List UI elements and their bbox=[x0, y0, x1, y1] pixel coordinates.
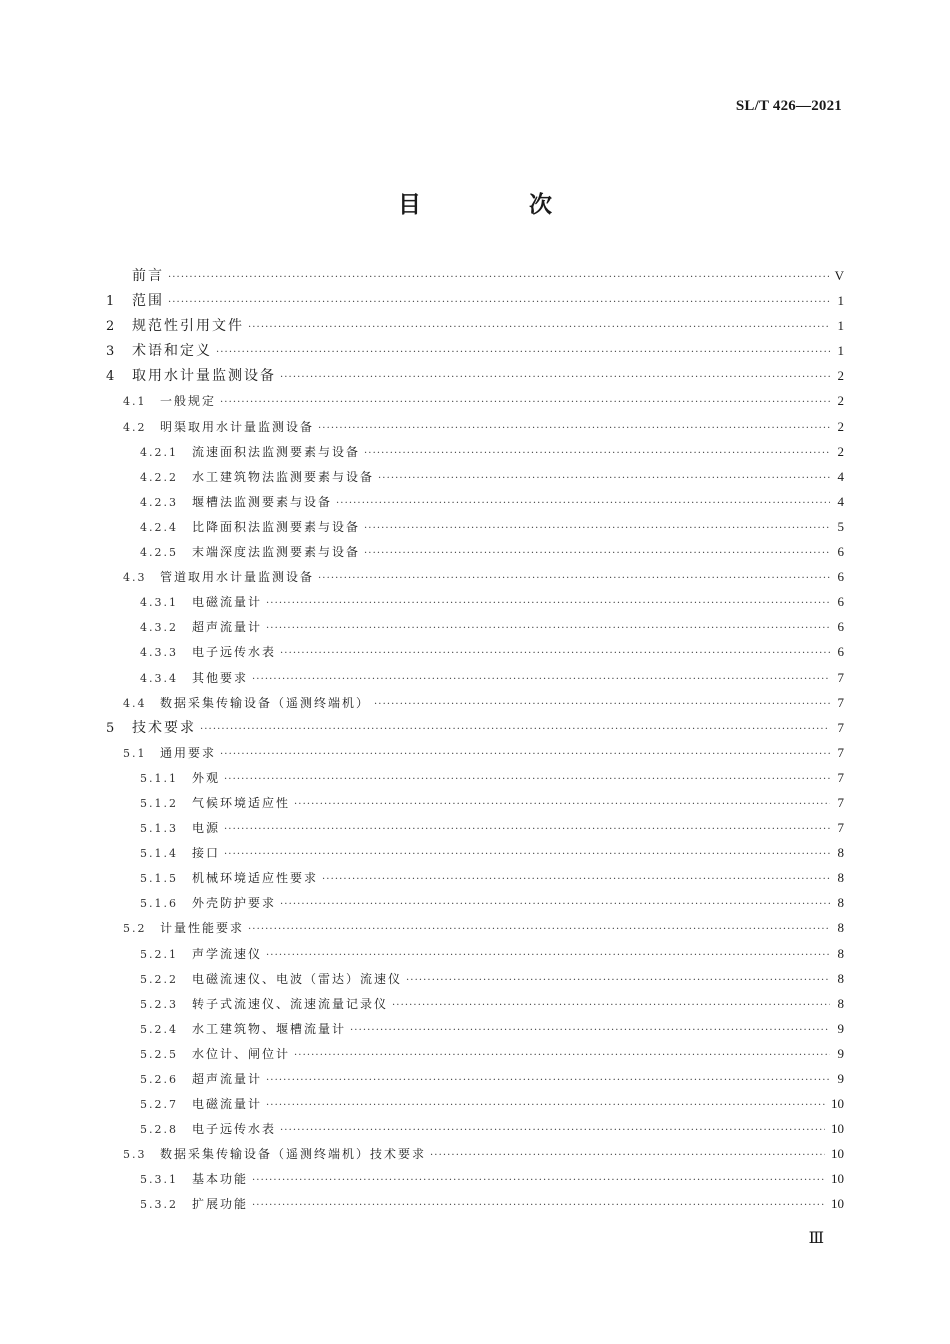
toc-entry-number: 4.3.3 bbox=[140, 646, 178, 660]
toc-entry[interactable] bbox=[106, 338, 844, 363]
toc-leader-dots bbox=[220, 742, 830, 767]
toc-leader-dots bbox=[364, 516, 830, 541]
toc-entry[interactable] bbox=[106, 690, 844, 715]
toc-entry-number: 5.2.4 bbox=[140, 1022, 178, 1036]
toc-entry[interactable] bbox=[106, 715, 844, 740]
toc-entry[interactable] bbox=[106, 564, 844, 589]
toc-entry-number: 5.1.4 bbox=[140, 847, 178, 861]
toc-entry-page: 10 bbox=[831, 1121, 844, 1137]
toc-entry-label: 机械环境适应性要求 bbox=[192, 871, 319, 886]
toc-entry[interactable] bbox=[106, 1041, 844, 1066]
toc-entry-label: 前言 bbox=[132, 268, 164, 284]
toc-entry[interactable] bbox=[106, 790, 844, 815]
toc-entry-label: 水位计、闸位计 bbox=[192, 1046, 291, 1061]
toc-entry-page: 8 bbox=[837, 845, 844, 861]
toc-entry-number: 5.1 bbox=[123, 746, 147, 760]
toc-entry[interactable] bbox=[106, 1166, 844, 1191]
toc-entry-number: 4.4 bbox=[123, 696, 147, 710]
toc-entry-page: 9 bbox=[837, 1020, 844, 1036]
toc-leader-dots bbox=[220, 390, 830, 415]
toc-entry-page: 1 bbox=[837, 293, 844, 309]
toc-entry-page: 7 bbox=[837, 794, 844, 810]
toc-entry-number: 5.2.2 bbox=[140, 972, 178, 986]
toc-entry[interactable] bbox=[106, 489, 844, 514]
toc-entry-number: 5.1.2 bbox=[140, 796, 178, 810]
toc-entry-number: 4.2.4 bbox=[140, 520, 178, 534]
toc-entry-number: 4.2 bbox=[123, 420, 147, 434]
toc-leader-dots bbox=[294, 1043, 830, 1068]
toc-entry-label: 接口 bbox=[192, 846, 221, 861]
toc-entry-label: 电源 bbox=[192, 821, 221, 836]
toc-entry-page: 10 bbox=[831, 1096, 844, 1112]
toc-leader-dots bbox=[280, 365, 830, 390]
toc-entry-number: 5 bbox=[106, 720, 117, 736]
toc-entry[interactable] bbox=[106, 589, 844, 614]
toc-entry-label: 超声流量计 bbox=[192, 1072, 263, 1086]
toc-entry-label: 取用水计量监测设备 bbox=[132, 368, 276, 385]
toc-entry[interactable] bbox=[106, 865, 844, 890]
toc-entry-number: 5.1.3 bbox=[140, 822, 178, 836]
toc-entry-page: 6 bbox=[837, 569, 844, 585]
page-title: 目 次 bbox=[397, 192, 602, 218]
toc-entry-page: 7 bbox=[837, 719, 844, 735]
toc-entry[interactable] bbox=[106, 815, 844, 840]
toc-entry-label: 外壳防护要求 bbox=[192, 896, 277, 911]
toc-entry[interactable] bbox=[106, 414, 844, 439]
toc-entry[interactable] bbox=[106, 288, 844, 313]
toc-entry-page: 2 bbox=[837, 418, 844, 434]
toc-leader-dots bbox=[224, 842, 830, 867]
toc-entry-page: 2 bbox=[837, 393, 844, 409]
toc-entry[interactable] bbox=[106, 665, 844, 690]
toc-entry[interactable] bbox=[106, 915, 844, 940]
toc-leader-dots bbox=[266, 1068, 830, 1093]
toc-entry-label: 技术要求 bbox=[132, 719, 196, 736]
toc-leader-dots bbox=[252, 667, 830, 692]
toc-entry-page: 10 bbox=[831, 1146, 844, 1162]
document-code: SL/T 426—2021 bbox=[735, 98, 842, 114]
toc-entry-label: 电子远传水表 bbox=[192, 645, 277, 660]
toc-entry-page: 8 bbox=[837, 995, 844, 1011]
toc-entry[interactable] bbox=[106, 1191, 844, 1216]
toc-leader-dots bbox=[350, 1018, 830, 1043]
toc-entry-label: 电磁流量计 bbox=[192, 595, 263, 610]
toc-entry-label: 堰槽法监测要素与设备 bbox=[192, 494, 333, 509]
toc-leader-dots bbox=[168, 265, 829, 290]
toc-entry-label: 规范性引用文件 bbox=[132, 318, 244, 335]
toc-leader-dots bbox=[280, 641, 830, 666]
toc-leader-dots bbox=[224, 817, 830, 842]
toc-entry-number: 4.2.3 bbox=[140, 495, 178, 509]
toc-entry-number: 4.1 bbox=[123, 395, 147, 409]
toc-leader-dots bbox=[216, 340, 830, 365]
toc-entry-number: 5.2.6 bbox=[140, 1073, 178, 1086]
toc-entry-page: 8 bbox=[837, 895, 844, 911]
toc-leader-dots bbox=[336, 491, 830, 516]
toc-entry[interactable] bbox=[106, 388, 844, 413]
toc-entry-number: 5.1.5 bbox=[140, 872, 178, 886]
toc-entry-page: 1 bbox=[837, 318, 844, 334]
toc-entry-page: 7 bbox=[837, 669, 844, 685]
toc-entry-label: 明渠取用水计量监测设备 bbox=[160, 419, 315, 434]
toc-leader-dots bbox=[318, 416, 830, 441]
toc-entry-number: 5.2.5 bbox=[140, 1047, 178, 1061]
toc-entry[interactable] bbox=[106, 1141, 844, 1166]
toc-entry-label: 一般规定 bbox=[160, 394, 217, 409]
toc-entry-page: 7 bbox=[837, 820, 844, 836]
toc-leader-dots bbox=[392, 993, 830, 1018]
toc-entry-label: 电子远传水表 bbox=[192, 1122, 277, 1137]
toc-entry[interactable] bbox=[106, 1016, 844, 1041]
toc-entry-number: 5.2 bbox=[123, 922, 147, 936]
toc-entry-number: 5.2.7 bbox=[140, 1098, 178, 1112]
toc-entry-page: 6 bbox=[837, 544, 844, 560]
toc-entry[interactable] bbox=[106, 313, 844, 338]
toc-entry-label: 管道取用水计量监测设备 bbox=[160, 570, 315, 585]
toc-leader-dots bbox=[252, 1193, 825, 1218]
toc-entry[interactable] bbox=[106, 1066, 844, 1091]
toc-entry-label: 比降面积法监测要素与设备 bbox=[192, 519, 361, 534]
toc-entry-number: 4 bbox=[106, 369, 117, 385]
toc-entry-number: 5.2.8 bbox=[140, 1123, 178, 1137]
toc-leader-dots bbox=[248, 917, 830, 942]
toc-entry-label: 计量性能要求 bbox=[160, 921, 245, 936]
toc-entry[interactable] bbox=[106, 439, 844, 464]
toc-entry-label: 电磁流量计 bbox=[192, 1097, 263, 1112]
toc-leader-dots bbox=[374, 692, 830, 717]
toc-leader-dots bbox=[378, 466, 830, 491]
toc-entry-label: 水工建筑物、堰槽流量计 bbox=[192, 1021, 347, 1036]
toc-entry-page: 4 bbox=[837, 468, 844, 484]
toc-entry[interactable] bbox=[106, 464, 844, 489]
toc-entry-page: 4 bbox=[837, 493, 844, 509]
toc-entry[interactable] bbox=[106, 1116, 844, 1141]
toc-entry-page: 9 bbox=[837, 1071, 844, 1086]
toc-entry-page: 7 bbox=[837, 769, 844, 785]
toc-entry-page: 8 bbox=[837, 920, 844, 936]
toc-entry-page: 5 bbox=[837, 518, 844, 534]
toc-entry-label: 数据采集传输设备（遥测终端机）技术要求 bbox=[160, 1147, 427, 1162]
toc-leader-dots bbox=[318, 566, 830, 591]
toc-entry-label: 转子式流速仪、流速流量记录仪 bbox=[192, 996, 389, 1011]
toc-entry-number: 4.3.2 bbox=[140, 621, 178, 635]
toc-entry[interactable] bbox=[106, 1091, 844, 1116]
toc-entry-number: 4.3 bbox=[123, 571, 147, 585]
toc-entry-label: 电磁流速仪、电波（雷达）流速仪 bbox=[192, 971, 403, 986]
toc-leader-dots bbox=[224, 767, 830, 792]
toc-entry[interactable] bbox=[106, 991, 844, 1016]
toc-entry-number: 2 bbox=[106, 319, 117, 335]
toc-entry-label: 基本功能 bbox=[192, 1172, 249, 1187]
toc-entry-number: 5.2.3 bbox=[140, 997, 178, 1011]
toc-entry-page: 6 bbox=[837, 644, 844, 660]
toc-leader-dots bbox=[322, 867, 830, 892]
toc-entry-number: 4.2.1 bbox=[140, 445, 178, 459]
toc-entry-number: 4.3.1 bbox=[140, 596, 178, 610]
toc-entry-page: 2 bbox=[837, 368, 844, 384]
toc-entry-number: 3 bbox=[106, 344, 117, 360]
toc-entry-number: 5.2.1 bbox=[140, 947, 178, 961]
toc-leader-dots bbox=[364, 541, 830, 566]
toc-entry-page: 1 bbox=[837, 343, 844, 359]
toc-leader-dots bbox=[266, 943, 830, 968]
toc-entry[interactable] bbox=[106, 890, 844, 915]
toc-entry-label: 超声流量计 bbox=[192, 620, 263, 635]
toc-entry-number: 1 bbox=[106, 294, 117, 310]
toc-leader-dots bbox=[248, 315, 830, 340]
toc-entry-number: 4.2.5 bbox=[140, 546, 178, 560]
page-number: Ⅲ bbox=[808, 1230, 824, 1247]
toc-entry-label: 末端深度法监测要素与设备 bbox=[192, 545, 361, 560]
toc-entry-page: 10 bbox=[831, 1171, 844, 1187]
toc-entry-label: 术语和定义 bbox=[132, 343, 212, 360]
toc-entry[interactable] bbox=[106, 614, 844, 639]
toc-entry-page: 6 bbox=[837, 619, 844, 635]
toc-entry[interactable] bbox=[106, 514, 844, 539]
toc-entry-number: 4.2.2 bbox=[140, 470, 178, 484]
toc-entry-label: 范围 bbox=[132, 293, 164, 310]
toc-entry-label: 外观 bbox=[192, 770, 221, 785]
toc-entry[interactable] bbox=[106, 966, 844, 991]
toc-entry-number: 5.1.6 bbox=[140, 897, 178, 911]
toc-entry[interactable] bbox=[106, 263, 844, 288]
toc-entry-page: 8 bbox=[837, 870, 844, 886]
toc-entry-page: 7 bbox=[837, 694, 844, 710]
toc-entry-page: 9 bbox=[837, 1045, 844, 1061]
toc-leader-dots bbox=[266, 616, 830, 641]
toc-entry-label: 通用要求 bbox=[160, 745, 217, 760]
toc-leader-dots bbox=[252, 1168, 825, 1193]
toc-entry-label: 其他要求 bbox=[192, 670, 249, 685]
toc-entry-number: 5.3 bbox=[123, 1148, 147, 1162]
toc-entry[interactable] bbox=[106, 740, 844, 765]
toc-entry[interactable] bbox=[106, 765, 844, 790]
toc-entry[interactable] bbox=[106, 941, 844, 966]
toc-entry-page: 2 bbox=[837, 443, 844, 459]
toc-leader-dots bbox=[266, 591, 830, 616]
toc-entry-label: 流速面积法监测要素与设备 bbox=[192, 444, 361, 459]
toc-leader-dots bbox=[266, 1093, 825, 1118]
toc-leader-dots bbox=[294, 792, 830, 817]
toc-entry-page: V bbox=[834, 268, 844, 283]
toc-entry-page: 10 bbox=[831, 1196, 844, 1212]
toc-leader-dots bbox=[364, 441, 830, 466]
toc-entry-label: 扩展功能 bbox=[192, 1197, 249, 1212]
toc-entry-number: 5.3.2 bbox=[140, 1198, 178, 1212]
toc-entry-number: 5.1.1 bbox=[140, 771, 178, 785]
toc-entry[interactable] bbox=[106, 539, 844, 564]
toc-leader-dots bbox=[280, 892, 830, 917]
toc-entry[interactable] bbox=[106, 363, 844, 388]
toc-leader-dots bbox=[430, 1143, 825, 1168]
toc-leader-dots bbox=[280, 1118, 825, 1143]
toc-entry-page: 6 bbox=[837, 594, 844, 610]
toc-entry-number: 5.3.1 bbox=[140, 1173, 178, 1187]
toc-entry-number: 4.3.4 bbox=[140, 671, 178, 685]
toc-entry[interactable] bbox=[106, 840, 844, 865]
toc-entry-label: 数据采集传输设备（遥测终端机） bbox=[160, 695, 371, 710]
toc-entry-label: 水工建筑物法监测要素与设备 bbox=[192, 469, 375, 484]
toc-entry[interactable] bbox=[106, 639, 844, 664]
toc-entry-page: 8 bbox=[837, 970, 844, 986]
toc-entry-label: 声学流速仪 bbox=[192, 946, 263, 961]
toc-leader-dots bbox=[200, 717, 830, 742]
table-of-contents bbox=[106, 263, 844, 1217]
toc-entry-page: 8 bbox=[837, 945, 844, 961]
toc-leader-dots bbox=[406, 968, 830, 993]
toc-entry-label: 气候环境适应性 bbox=[192, 795, 291, 810]
toc-entry-page: 7 bbox=[837, 744, 844, 760]
toc-leader-dots bbox=[168, 290, 830, 315]
